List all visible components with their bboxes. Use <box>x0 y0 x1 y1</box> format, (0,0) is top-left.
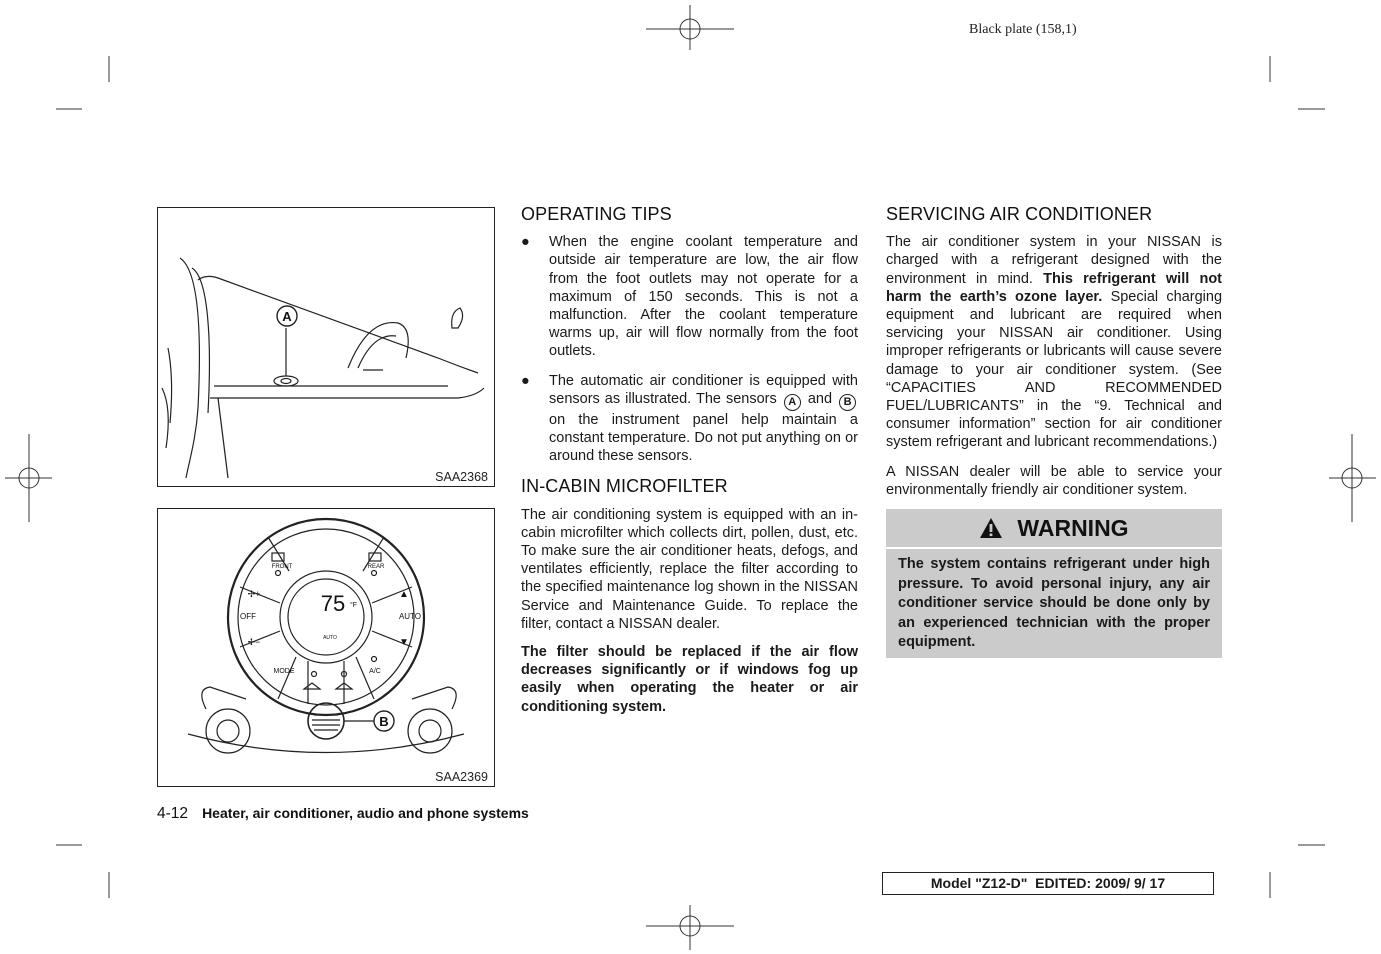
list-item: ● The automatic air conditioner is equipped with sensors as illustrated. The sensors A and B on the instrument panel help maintain a constant temperature. Do not put anything on or around these sensors. <box>521 372 858 465</box>
warning-title: WARNING <box>1017 514 1129 541</box>
section-title: Heater, air conditioner, audio and phone systems <box>202 805 529 821</box>
warning-body: The system contains refrigerant under high pressure. To avoid personal injury, any air conditioner service should be done only by an experienced technician with the proper equipment. <box>886 549 1222 658</box>
rear-defrost-label: REAR <box>367 564 385 570</box>
control-panel-illustration <box>158 509 494 786</box>
bullet-icon: ● <box>521 234 530 251</box>
figure-code: SAA2369 <box>435 770 488 784</box>
mode-label: MODE <box>273 668 295 675</box>
figure-windshield-sensor <box>157 207 495 487</box>
page-number: 4-12 <box>157 805 189 822</box>
sensor-b-marker: B <box>839 394 856 411</box>
display-temperature: 75 <box>320 591 346 616</box>
callout-b-label: B <box>379 714 389 729</box>
callout-a-label: A <box>282 309 292 324</box>
sensor-a-marker: A <box>784 394 801 411</box>
off-label: OFF <box>240 612 256 621</box>
column-servicing <box>886 205 1222 658</box>
display-auto: AUTO <box>323 635 337 641</box>
front-defrost-label: FRONT <box>271 564 293 570</box>
servicing-paragraph-1: The air conditioner system in your NISSAN is charged with a refrigerant designed with the environment in mind. This refrigerant will not harm the earth’s ozone layer. Special charging equipment and lubricant are required when servicing your NISSAN air conditioner. Using improper refrigerants or lubricants will cause severe damage to your air conditioner system. (See “CAPACITIES AND RECOMMENDED FUEL/LUBRICANTS” in the “9. Technical and consumer information” section for air conditioner system refrigerant and lubricant recommendations.) <box>886 234 1223 451</box>
page-footer <box>157 805 529 823</box>
windshield-illustration <box>158 208 494 486</box>
microfilter-body: The air conditioning system is equipped with an in-cabin microfilter which collects dirt, pollen, dust, etc. To make sure the air conditioner heats, defogs, and ventilates efficiently, replace the filter according to the specified maintenance log shown in the NISSAN Service and Maintenance Guide. To replace the filter, contact a NISSAN dealer. <box>521 506 858 632</box>
warning-icon <box>979 517 1003 539</box>
bullet-icon: ● <box>521 372 530 389</box>
heading-servicing: SERVICING AIR CONDITIONER <box>886 204 1153 224</box>
temp-up-icon: ▲ <box>399 589 409 600</box>
tips-list <box>521 233 858 465</box>
warning-header <box>886 509 1222 547</box>
fan-down-icon: ✢− <box>247 637 261 647</box>
heading-microfilter: IN-CABIN MICROFILTER <box>521 476 728 497</box>
temp-down-icon: ▼ <box>399 637 409 648</box>
display-unit: °F <box>350 602 358 609</box>
auto-label: AUTO <box>398 612 422 621</box>
figure-control-panel <box>157 508 495 787</box>
plate-label: Black plate (158,1) <box>969 22 1077 37</box>
ac-label: A/C <box>369 668 381 675</box>
fan-up-icon: ✢+ <box>247 589 261 599</box>
heading-operating-tips: OPERATING TIPS <box>521 204 672 224</box>
model-edited-box: Model "Z12-D" EDITED: 2009/ 9/ 17 <box>882 872 1214 895</box>
microfilter-note: The filter should be replaced if the air flow decreases significantly or if windows fog up easily when operating the heater or air conditioning system. <box>521 644 858 715</box>
figure-code: SAA2368 <box>435 470 488 484</box>
list-item: ● When the engine coolant temperature and outside air temperature are low, the air flow from the foot outlets may not operate for a maximum of 150 seconds. This is not a malfunction. After the coolant temperature warms up, air will flow normally from the foot outlets. <box>521 234 858 360</box>
column-operating-tips <box>521 205 858 716</box>
servicing-paragraph-2: A NISSAN dealer will be able to service your environmentally friendly air conditioner system. <box>886 463 1222 498</box>
